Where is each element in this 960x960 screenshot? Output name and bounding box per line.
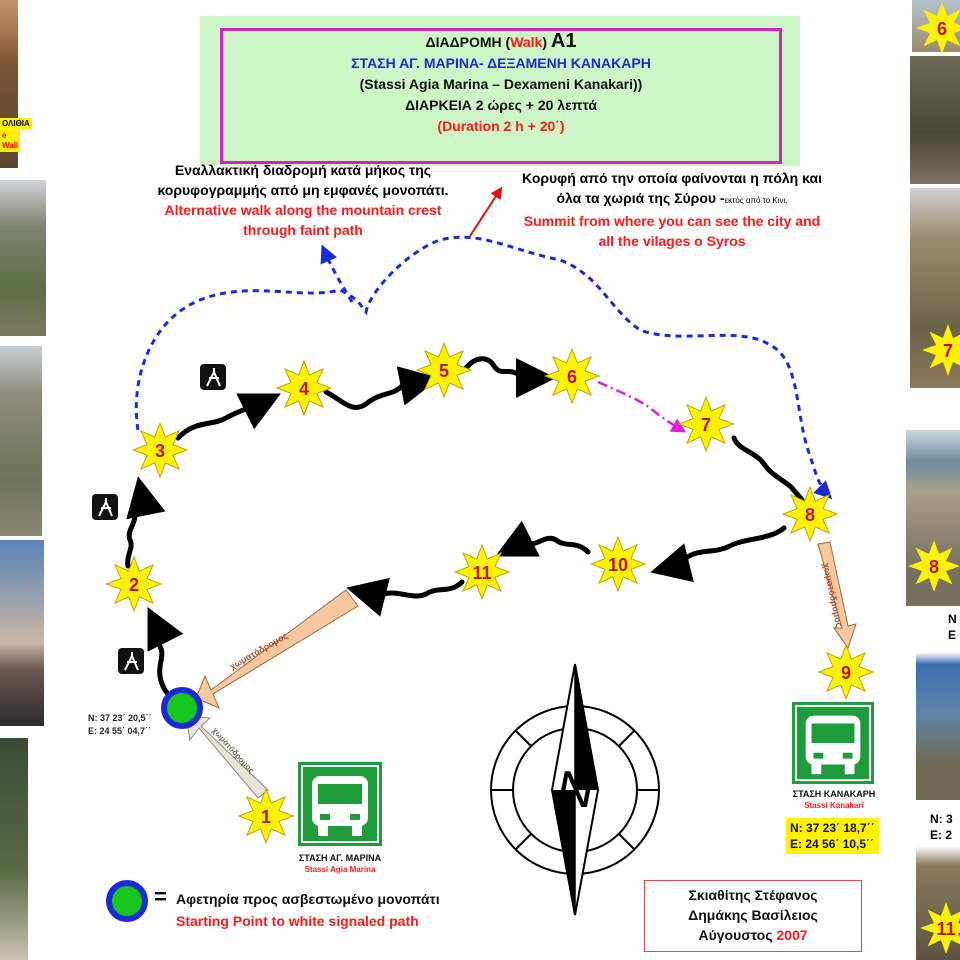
bus-stop-icon-marina [298, 762, 382, 846]
waypoint-3 [133, 423, 187, 477]
photo-label: ΟΛΙΘΙΑ [2, 119, 30, 128]
summit-gr-small: εκτός από το Κινι. [724, 196, 788, 205]
title-line-5: (Duration 2 h + 20΄) [437, 118, 565, 134]
star-icon [922, 324, 960, 376]
legend-text [176, 888, 440, 932]
end-coord-e: E: 24 56΄ 10,5΄΄ [790, 837, 875, 851]
title-line-3: (Stassi Agia Marina – Dexameni Kanakari)) [359, 76, 643, 92]
photo-label-e2: E: 2 [930, 828, 953, 842]
summit-en-2: all the vilages o Syros [598, 233, 746, 249]
waypoint-number: 3 [154, 441, 166, 461]
waypoint-number: 7 [700, 415, 712, 435]
photo-label-ne-2: E [948, 628, 957, 642]
alt-route-note [128, 160, 478, 240]
end-coordinates [786, 818, 879, 854]
title-line-2: ΣΤΑΣΗ ΑΓ. ΜΑΡΙΝΑ- ΔΕΞΑΜΕΝΗ ΚΑΝΑΚΑΡΗ [351, 55, 651, 71]
stop-marina-en: Stassi Agia Marina [304, 865, 376, 874]
road-label-c: χωματόδρομος [820, 561, 845, 629]
bus-stop-label-marina [276, 852, 404, 876]
stop-kanakari-gr: ΣΤΑΣΗ ΚΑΝΑΚΑΡΗ [792, 789, 876, 799]
stop-marina-gr: ΣΤΑΣΗ ΑΓ. ΜΑΡΙΝΑ [298, 853, 382, 863]
waypoint-11 [455, 545, 509, 599]
bus-icon [298, 762, 382, 846]
legend-marker [106, 880, 148, 922]
photo-star-6 [916, 2, 960, 54]
credit-line-3 [645, 925, 861, 945]
title-line-1 [223, 31, 779, 53]
waypoint-number: 4 [298, 379, 310, 399]
alt-gr-2: κορυφογραμμής από μη εμφανές μονοπάτι. [157, 182, 449, 198]
title-panel [200, 16, 800, 166]
credit-year: 2007 [776, 927, 808, 943]
road-label-a: χωματόδρομος [227, 630, 290, 672]
photo-star-8 [908, 540, 960, 592]
start-coord-n: N: 37 23΄ 20,5΄΄ [88, 713, 152, 723]
photo-label-n3: N: 3 [930, 812, 953, 826]
waypoint-number: 10 [607, 555, 629, 575]
waypoint-number: 6 [566, 367, 578, 387]
bus-stop-icon-kanakari [792, 702, 874, 784]
bus-icon [792, 702, 874, 784]
waypoint-1 [239, 789, 293, 843]
road-label-b: χωματόδρομος [210, 725, 256, 776]
waypoint-8 [783, 487, 837, 541]
summit-note [482, 168, 862, 251]
waypoint-number: 9 [840, 663, 852, 683]
waypoint-5 [417, 343, 471, 397]
alt-en-1: Alternative walk along the mountain crest [164, 202, 442, 218]
compass-north-letter: N [556, 761, 594, 819]
photo-star-number: 11 [936, 919, 956, 939]
waypoint-number: 8 [804, 505, 816, 525]
alt-gr-1: Εναλλακτική διαδρομή κατά μήκος της [174, 162, 432, 178]
summit-en-1: Summit from where you can see the city and [523, 213, 821, 229]
stop-kanakari-en: Stassi Kanakari [804, 801, 864, 810]
route-code: A1 [550, 30, 577, 52]
waypoint-7 [679, 397, 733, 451]
waypoint-6 [545, 349, 599, 403]
title-line-4: ΔΙΑΡΚΕΙΑ 2 ώρες + 20 λεπτά [405, 97, 597, 113]
photo-star-7 [922, 324, 960, 376]
waypoint-9 [819, 645, 873, 699]
summit-gr-2: όλα τα χωριά της Σύρου - [556, 190, 725, 206]
credit-line-2: Δημάκης Βασίλειος [688, 907, 818, 923]
title-walk: Walk [510, 34, 543, 50]
alt-en-2: through faint path [243, 222, 363, 238]
waypoint-number: 1 [260, 807, 272, 827]
waypoint-10 [591, 537, 645, 591]
waypoint-number: 2 [128, 575, 140, 595]
bus-stop-label-kanakari [770, 788, 898, 812]
photo-star-11 [920, 902, 960, 954]
photo-star-number: 7 [942, 341, 954, 361]
legend-en: Starting Point to white signaled path [176, 913, 419, 929]
waypoint-number: 5 [438, 361, 450, 381]
waypoint-2 [107, 557, 161, 611]
end-coord-n: N: 37 23΄ 18,7΄΄ [790, 821, 875, 835]
credit-month: Αύγουστος [698, 927, 777, 943]
start-coordinates [88, 712, 152, 738]
photo-star-number: 6 [936, 19, 948, 39]
summit-gr-1: Κορυφή από την οποία φαίνονται η πόλη και [522, 170, 822, 186]
title-frame [220, 28, 782, 164]
credit-line-1: Σκιαθίτης Στέφανος [688, 887, 818, 903]
photo-label-ne-1: N [948, 612, 957, 626]
photo-label: e Wall [2, 131, 19, 150]
title-suffix: ) [542, 34, 548, 50]
credits-box [644, 880, 862, 952]
start-coord-e: E: 24 55΄ 04,7΄΄ [88, 726, 152, 736]
photo-star-number: 8 [928, 557, 940, 577]
waypoint-4 [277, 361, 331, 415]
waypoint-number: 11 [472, 563, 492, 583]
legend-gr: Αφετηρία προς ασβεστωμένο μονοπάτι [176, 891, 440, 907]
title-prefix: ΔΙΑΔΡΟΜΗ ( [425, 34, 511, 50]
legend-equals: = [154, 884, 167, 909]
summit-gr-2-line [482, 188, 862, 211]
